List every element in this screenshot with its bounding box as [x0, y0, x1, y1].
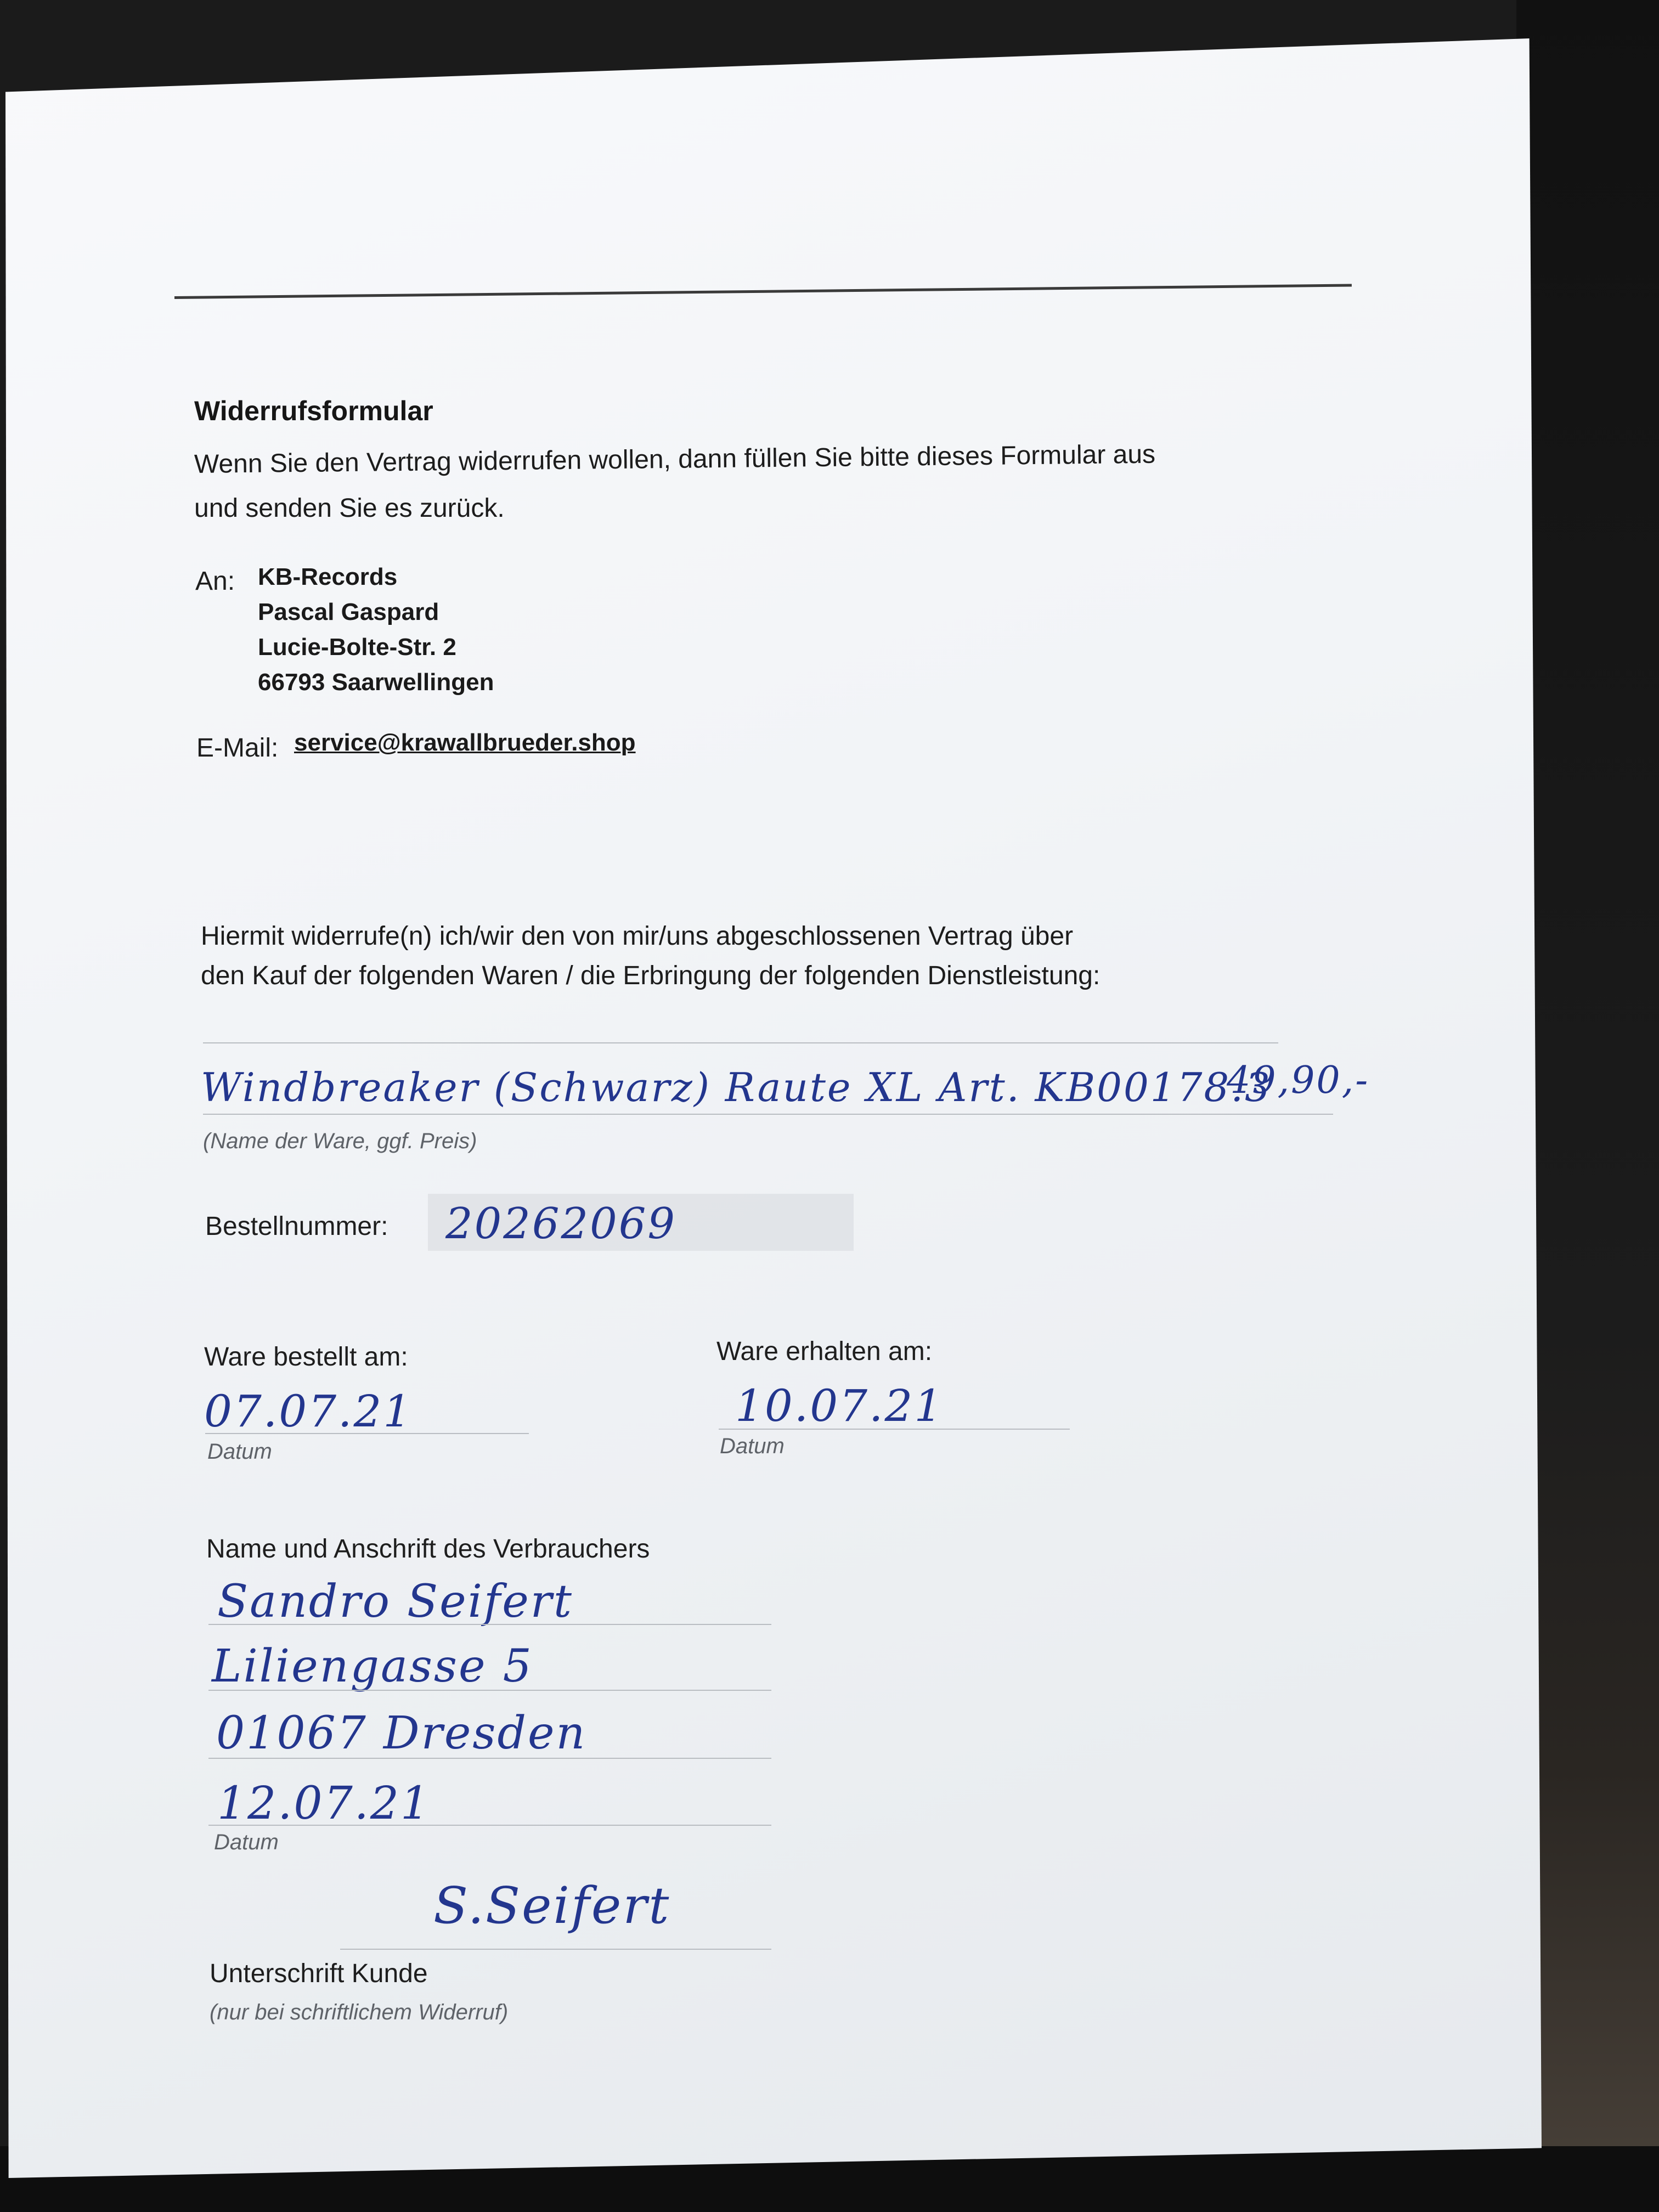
received-date-line	[719, 1429, 1070, 1430]
consumer-line-2	[208, 1690, 771, 1691]
recipient-address	[258, 560, 494, 700]
email-label: E-Mail:	[196, 733, 279, 763]
intro-line-2: und senden Sie es zurück.	[194, 494, 505, 523]
signature-label: Unterschrift Kunde	[210, 1959, 428, 1988]
ordered-date-label: Ware bestellt am:	[204, 1342, 408, 1372]
received-date-label: Ware erhalten am:	[716, 1337, 933, 1366]
signature-line	[340, 1949, 771, 1950]
signed-date-hint: Datum	[214, 1830, 279, 1854]
revocation-line-1: Hiermit widerrufe(n) ich/wir den von mir/uns abgeschlossenen Vertrag über	[201, 922, 1074, 951]
order-number-label: Bestellnummer:	[205, 1212, 388, 1241]
email-link[interactable]: service@krawallbrueder.shop	[294, 729, 636, 756]
consumer-street-entry: Liliengasse 5	[212, 1640, 533, 1692]
goods-line-bottom	[203, 1114, 1333, 1115]
intro-line-1: Wenn Sie den Vertrag widerrufen wollen, dann füllen Sie bitte dieses Formular aus	[194, 439, 1156, 479]
goods-line-top	[203, 1042, 1278, 1043]
consumer-label: Name und Anschrift des Verbrauchers	[206, 1534, 650, 1564]
goods-hint: (Name der Ware, ggf. Preis)	[203, 1129, 477, 1153]
address-line-street: Lucie-Bolte-Str. 2	[258, 634, 456, 661]
order-number-entry: 20262069	[445, 1199, 677, 1249]
goods-entry: Windbreaker (Schwarz) Raute XL Art. KB00178.3	[201, 1064, 1272, 1110]
revocation-line-2: den Kauf der folgenden Waren / die Erbringung der folgenden Dienstleistung:	[201, 961, 1101, 990]
consumer-line-3	[208, 1758, 771, 1759]
signed-date-entry: 12.07.21	[217, 1778, 431, 1830]
ordered-date-line	[205, 1433, 529, 1434]
form-title: Widerrufsformular	[194, 396, 433, 426]
consumer-line-4	[208, 1825, 771, 1826]
address-line-company: KB-Records	[258, 563, 398, 590]
received-date-hint: Datum	[720, 1434, 785, 1458]
address-line-city: 66793 Saarwellingen	[258, 669, 494, 696]
consumer-city-entry: 01067 Dresden	[216, 1707, 587, 1759]
signature-hint: (nur bei schriftlichem Widerruf)	[210, 2000, 509, 2024]
consumer-name-entry: Sandro Seifert	[217, 1576, 573, 1628]
ordered-date-entry: 07.07.21	[204, 1386, 413, 1437]
signature-entry: S.Seifert	[433, 1876, 671, 1935]
address-line-name: Pascal Gaspard	[258, 599, 439, 625]
received-date-entry: 10.07.21	[735, 1380, 944, 1431]
to-label: An:	[195, 567, 235, 596]
ordered-date-hint: Datum	[207, 1440, 272, 1464]
price-entry: 49,90,-	[1227, 1059, 1370, 1102]
consumer-line-1	[208, 1624, 771, 1625]
